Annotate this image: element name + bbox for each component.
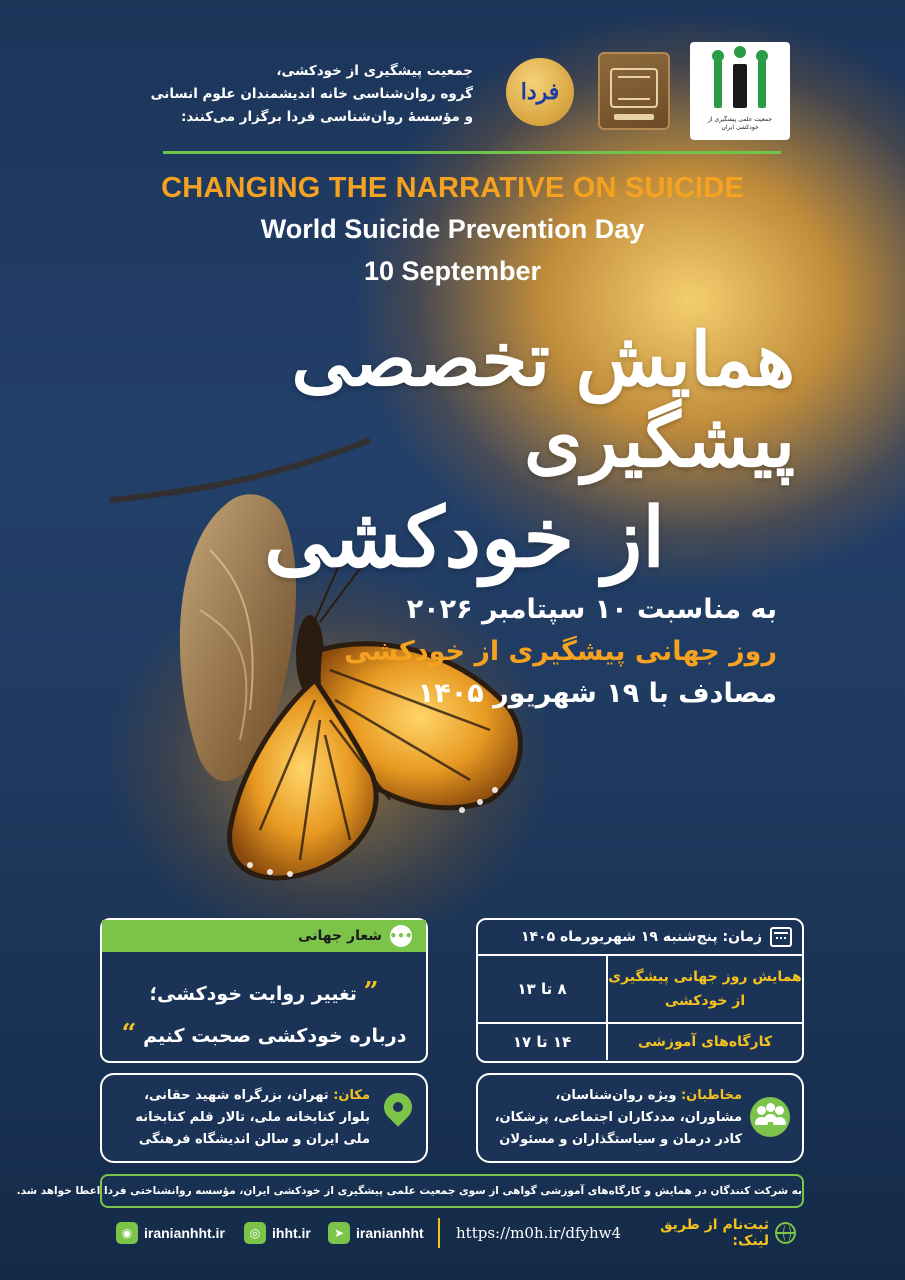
hht-logo — [598, 52, 670, 130]
telegram-handle: iranianhht — [356, 1225, 424, 1241]
registration-label: ثبت‌نام از طریق لینک: — [660, 1217, 770, 1249]
farda-logo-text: فردا — [520, 79, 560, 105]
schedule-row — [478, 1024, 802, 1060]
location-description: تهران، بزرگراه شهید حقانی، بلوار کتابخانه ملی، تالار قلم کتابخانه ملی ایران و سالن اندیشگاه فرهنگی — [135, 1088, 370, 1147]
organizers-line-1: جمعیت پیشگیری از خودکشی، — [276, 63, 473, 79]
time-header-text: زمان: پنج‌شنبه ۱۹ شهریورماه ۱۴۰۵ — [520, 929, 762, 945]
audience-text — [492, 1085, 742, 1151]
open-quote-icon: ” — [363, 977, 379, 1007]
farda-logo — [506, 58, 574, 126]
ispa-logo — [690, 42, 790, 140]
instagram-handle: iranianhht.ir — [144, 1225, 225, 1241]
location-text — [110, 1085, 370, 1151]
audience-label: مخاطبان: — [680, 1088, 742, 1103]
location-pin-icon — [378, 1087, 418, 1127]
registration-link[interactable]: https://m0h.ir/dfyhw4 — [456, 1224, 622, 1242]
website-address: ihht.ir — [272, 1225, 311, 1241]
organizers-line-3: و مؤسسهٔ روان‌شناسی فردا برگزار می‌کنند: — [180, 109, 473, 125]
schedule-row-time: ۱۴ تا ۱۷ — [512, 1033, 572, 1051]
slogan-line-1: تغییر روایت خودکشی؛ — [149, 983, 357, 1005]
audience-description: ویژه روان‌شناسان، مشاوران، مددکاران اجتماعی، پزشکان، کادر درمان و سیاستگذاران و مسئولان — [494, 1088, 742, 1147]
english-title: CHANGING THE NARRATIVE ON SUICIDE — [161, 172, 744, 204]
chat-bubble-icon: ••• — [390, 925, 412, 947]
persian-title-line-2: از خودکشی — [263, 489, 665, 586]
slogan-box — [100, 918, 428, 1063]
registration — [456, 1219, 796, 1247]
certificate-notice: به شرکت کنندگان در همایش و کارگاه‌های آموزشی گواهی از سوی جمعیت علمی پیشگیری از خودکشی ایران، مؤسسه روانشناختی فردا اعطا خواهد شد. — [100, 1174, 804, 1208]
location-box — [100, 1073, 428, 1163]
occasion-line-1: به مناسبت ۱۰ سپتامبر ۲۰۲۶ — [406, 594, 777, 625]
audience-box — [476, 1073, 804, 1163]
header-divider — [163, 151, 781, 154]
organizers-text — [143, 60, 473, 129]
ispa-logo-caption: جمعیت علمی پیشگیری از خودکشی ایران — [707, 116, 773, 131]
footer-divider — [438, 1218, 440, 1248]
schedule-row — [478, 956, 802, 1024]
organizers-line-2: گروه روان‌شناسی خانه اندیشمندان علوم انسانی — [150, 86, 473, 102]
instagram-icon: ◉ — [116, 1222, 138, 1244]
schedule-row-label: کارگاه‌های آموزشی — [606, 1024, 802, 1060]
persian-title — [175, 317, 815, 586]
globe-icon — [775, 1222, 796, 1244]
schedule-row-label: همایش روز جهانی پیشگیری از خودکشی — [606, 956, 802, 1022]
slogan-header-text: شعار جهانی — [298, 928, 382, 944]
slogan-line-2: درباره خودکشی صحبت کنیم — [143, 1025, 407, 1047]
english-date: 10 September — [363, 256, 542, 286]
calendar-icon — [770, 927, 792, 947]
slogan-header — [102, 920, 426, 952]
time-header — [478, 920, 802, 956]
schedule-row-time: ۸ تا ۱۳ — [517, 980, 567, 998]
english-subtitle: World Suicide Prevention Day — [260, 214, 645, 244]
time-box — [476, 918, 804, 1063]
persian-title-line-1: همایش تخصصی پیشگیری — [291, 317, 795, 485]
location-label: مکان: — [333, 1088, 370, 1103]
close-quote-icon: “ — [121, 1019, 137, 1049]
web-icon: ◎ — [244, 1222, 266, 1244]
website-link[interactable] — [244, 1221, 311, 1245]
slogan-text — [102, 952, 426, 1056]
occasion-line-3: مصادف با ۱۹ شهریور ۱۴۰۵ — [417, 678, 777, 709]
occasion-line-2: روز جهانی پیشگیری از خودکشی — [344, 636, 777, 667]
telegram-icon: ➤ — [328, 1222, 350, 1244]
people-icon — [750, 1097, 790, 1137]
instagram-link[interactable] — [116, 1221, 225, 1245]
telegram-link[interactable] — [328, 1221, 424, 1245]
